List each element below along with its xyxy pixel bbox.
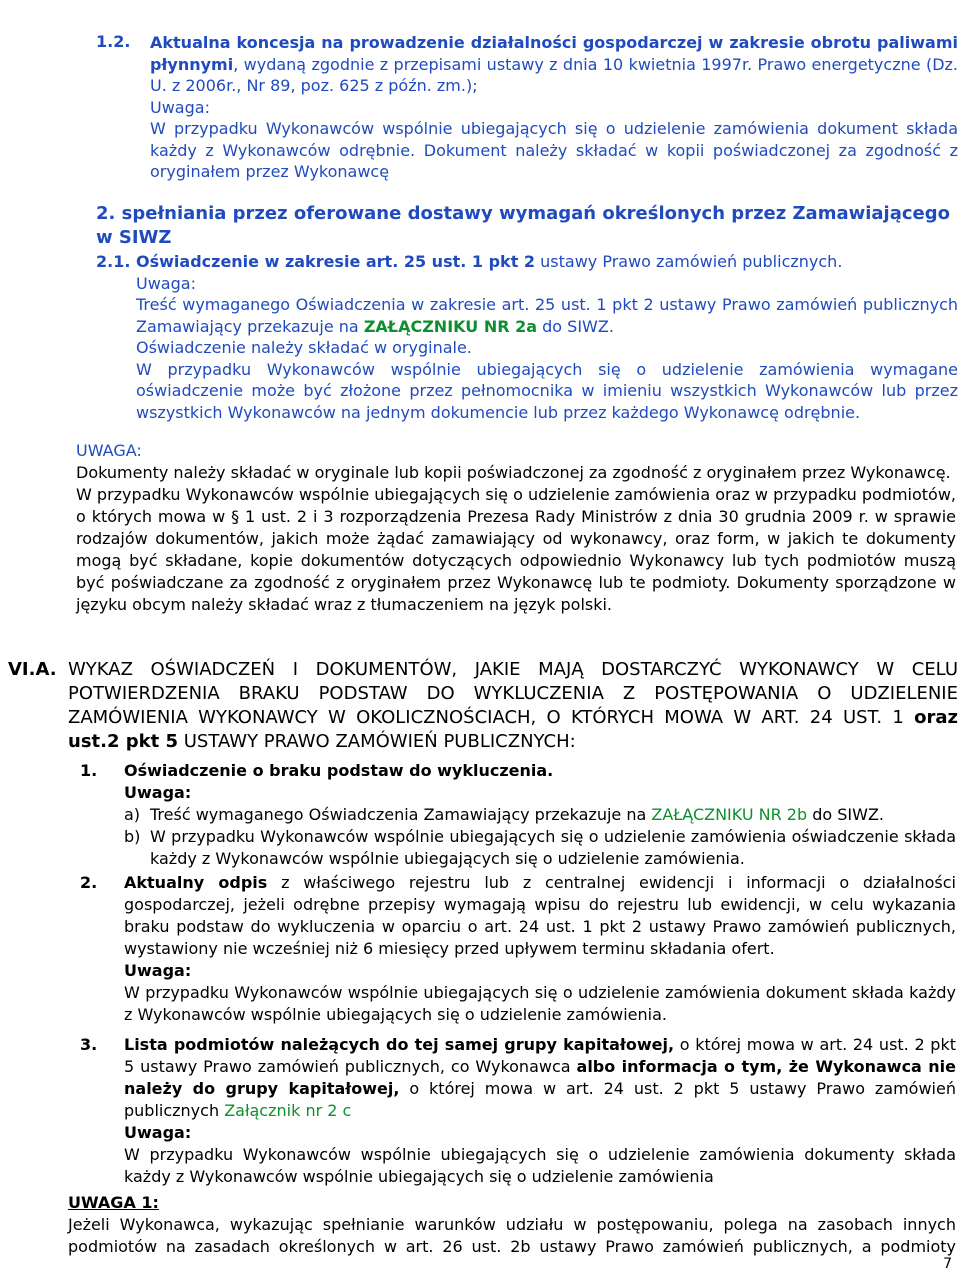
item-body: z właściwego rejestru lub z centralnej ewidencji i informacji o działalności gospodarczej, jeżeli odrębne przepisy wymagają wpisu do rejestru lub ewidencji, w celu wykazania braku podstaw do wykluczenia w oparciu o art. 24 ust. 1 pkt 2 ustawy Prawo zamówień publicznych, wystawiony nie wcześniej niż 6 miesięcy przed upływem terminu składania ofert. xyxy=(124,873,957,958)
b-text: W przypadku Wykonawców wspólnie ubiegających się o udzielenie zamówienia oświadczenie składa każdy z Wykonawców wspólnie ubiegających się o udzielenie zamówienia. xyxy=(150,827,956,868)
title-part-2: oraz ust.2 pkt 5 xyxy=(68,707,958,752)
uwaga-paragraph-1: Dokumenty należy składać w oryginale lub kopii poświadczonej za zgodność z oryginałem przez Wykonawcę. xyxy=(76,463,951,482)
section-note xyxy=(150,118,958,183)
section-2-1-title xyxy=(96,251,958,273)
a-end: do SIWZ. xyxy=(812,805,885,824)
paragraph-3: W przypadku Wykonawców wspólnie ubiegających się o udzielenie zamówienia wymagane oświadczenie może być złożone przez pełnomocnika w imieniu wszystkich Wykonawców lub przez wszystkich Wykonawców na jednym dokumencie lub przez każdego Wykonawcę odrębnie. xyxy=(136,359,958,422)
section-2 xyxy=(96,202,958,250)
item-bold: Aktualny odpis xyxy=(124,873,268,892)
uwaga-label: Uwaga: xyxy=(124,1123,192,1142)
item-body-1: o której mowa w art. 24 ust. 2 pkt 5 ustawy Prawo zamówień publicznych, co Wykonawca xyxy=(124,1035,956,1076)
uwaga-block xyxy=(76,440,956,616)
paragraph-2: Oświadczenie należy składać w oryginale. xyxy=(136,338,472,357)
section-via xyxy=(8,658,958,754)
uwaga-1-block xyxy=(68,1192,956,1258)
p1-text: Treść wymaganego Oświadczenia w zakresie art. 25 ust. 1 pkt 2 ustawy Prawo zamówień publicznych Zamawiający przekazuje na xyxy=(136,295,958,336)
uwaga-note: W przypadku Wykonawców wspólnie ubiegających się o udzielenie zamówienia dokument składa każdy z Wykonawców wspólnie ubiegających się o udzielenie zamówienia. xyxy=(124,983,956,1024)
a-text: Treść wymaganego Oświadczenia Zamawiający przekazuje na xyxy=(150,805,647,824)
title-pre: spełniania przez oferowane xyxy=(121,203,402,224)
section-number: 2. xyxy=(96,203,116,224)
title-post: wymagań określonych przez Zamawiającego w SIWZ xyxy=(96,203,950,248)
uwaga-label: Uwaga: xyxy=(124,783,192,802)
note-part-1: W przypadku Wykonawców wspólnie ubiegających się o udzielenie zamówienia dokument składa każdy z Wykonawców odrębnie. xyxy=(150,119,958,160)
uwaga-1-text: Jeżeli Wykonawca, wykazując spełnianie warunków udziału w postępowaniu, polega na zasobach innych podmiotów na zasadach określonych w art. 26 ust. 2b ustawy Prawo zamówień publicznych, a podmioty xyxy=(68,1215,956,1256)
p1-end: do SIWZ. xyxy=(542,316,614,336)
section-1-2 xyxy=(96,32,958,183)
title-part-2: , wydaną zgodnie z przepisami ustawy z dnia 10 kwietnia 1997r. Prawo energetyczne (Dz. U. z 2006r., Nr 89, poz. 625 z późn. zm.); xyxy=(150,54,958,95)
item-number: 2. xyxy=(80,873,98,892)
uwaga-label: Uwaga: xyxy=(150,97,210,117)
note-part-2: Dokument należy składać w kopii poświadczonej za zgodność z oryginałem przez Wykonawcę xyxy=(150,140,958,181)
page-number: 7 xyxy=(943,1256,952,1272)
item-body-2: o której mowa w art. 24 ust. 2 pkt 5 ustawy Prawo zamówień publicznych xyxy=(124,1079,956,1120)
section-number: 1.2. xyxy=(96,32,131,51)
title-bold: Oświadczenie w zakresie art. 25 ust. 1 pkt 2 xyxy=(136,252,536,271)
item-3 xyxy=(80,1034,956,1188)
attachment-ref: ZAŁĄCZNIKU NR 2a xyxy=(363,316,538,336)
title-part-1: WYKAZ OŚWIADCZEŃ I DOKUMENTÓW, JAKIE MAJĄ DOSTARCZYĆ WYKONAWCY W CELU POTWIERDZENIA BRAKU PODSTAW DO WYKLUCZENIA Z POSTĘPOWANIA O UDZIELENIE ZAMÓWIENIA WYKONAWCY W OKOLICZNOŚCIACH, O KTÓRYCH MOWA W ART. 24 UST. 1 xyxy=(68,659,958,728)
title-rest: ustawy Prawo zamówień publicznych. xyxy=(540,252,843,271)
item-2 xyxy=(80,872,956,1026)
item-bold-1: Lista podmiotów należących do tej samej grupy kapitałowej, xyxy=(124,1035,675,1054)
item-number: 1. xyxy=(80,761,98,780)
uwaga-label: Uwaga: xyxy=(124,961,192,980)
section-title xyxy=(68,658,958,754)
uwaga-label: Uwaga: xyxy=(136,273,196,293)
a-label: a) xyxy=(124,805,141,824)
item-text xyxy=(124,1034,956,1122)
section-title xyxy=(150,32,958,97)
title-part-3: USTAWY PRAWO ZAMÓWIEŃ PUBLICZNYCH: xyxy=(183,731,576,752)
paragraph-1 xyxy=(136,294,958,337)
item-title: Oświadczenie o braku podstaw do wykluczenia. xyxy=(124,761,554,780)
item-1-a xyxy=(124,804,956,826)
title-keyword: dostawy xyxy=(407,203,493,224)
title-part-1: Aktualna koncesja na prowadzenie działalności gospodarczej w zakresie obrotu paliwami płynnymi xyxy=(150,33,958,74)
item-text xyxy=(124,872,956,960)
uwaga-1-heading: UWAGA 1: xyxy=(68,1193,159,1212)
item-bold-2: albo informacja o tym, że Wykonawca nie należy do grupy kapitałowej, xyxy=(124,1057,957,1098)
section-2-title xyxy=(96,202,958,250)
item-number: 3. xyxy=(80,1035,98,1054)
section-number: 2.1. xyxy=(96,252,131,271)
b-label: b) xyxy=(124,827,141,846)
attachment-ref: ZAŁĄCZNIKU NR 2b xyxy=(651,805,808,824)
uwaga-note: W przypadku Wykonawców wspólnie ubiegających się o udzielenie zamówienia dokumenty składa każdy z Wykonawców wspólnie ubiegających się o udzielenie zamówienia xyxy=(124,1145,956,1186)
section-2-1 xyxy=(96,251,958,423)
attachment-ref: Załącznik nr 2 c xyxy=(224,1101,352,1120)
item-1-b xyxy=(124,826,956,870)
item-1 xyxy=(80,760,956,870)
uwaga-heading: UWAGA: xyxy=(76,441,142,460)
uwaga-paragraph-2: W przypadku Wykonawców wspólnie ubiegających się o udzielenie zamówienia oraz w przypadku podmiotów, o których mowa w § 1 ust. 2 i 3 rozporządzenia Prezesa Rady Ministrów z dnia 30 grudnia 2009 r. w sprawie rodzajów dokumentów, jakich może żądać zamawiający od wykonawcy, oraz form, w jakich te dokumenty mogą być składane, kopie dokumentów dotyczących odpowiednio Wykonawcy lub tych podmiotów muszą być poświadczane za zgodność z oryginałem przez Wykonawcę lub te podmioty. Dokumenty sporządzone w języku obcym należy składać wraz z tłumaczeniem na język polski. xyxy=(76,485,956,614)
section-number: VI.A. xyxy=(8,659,57,680)
